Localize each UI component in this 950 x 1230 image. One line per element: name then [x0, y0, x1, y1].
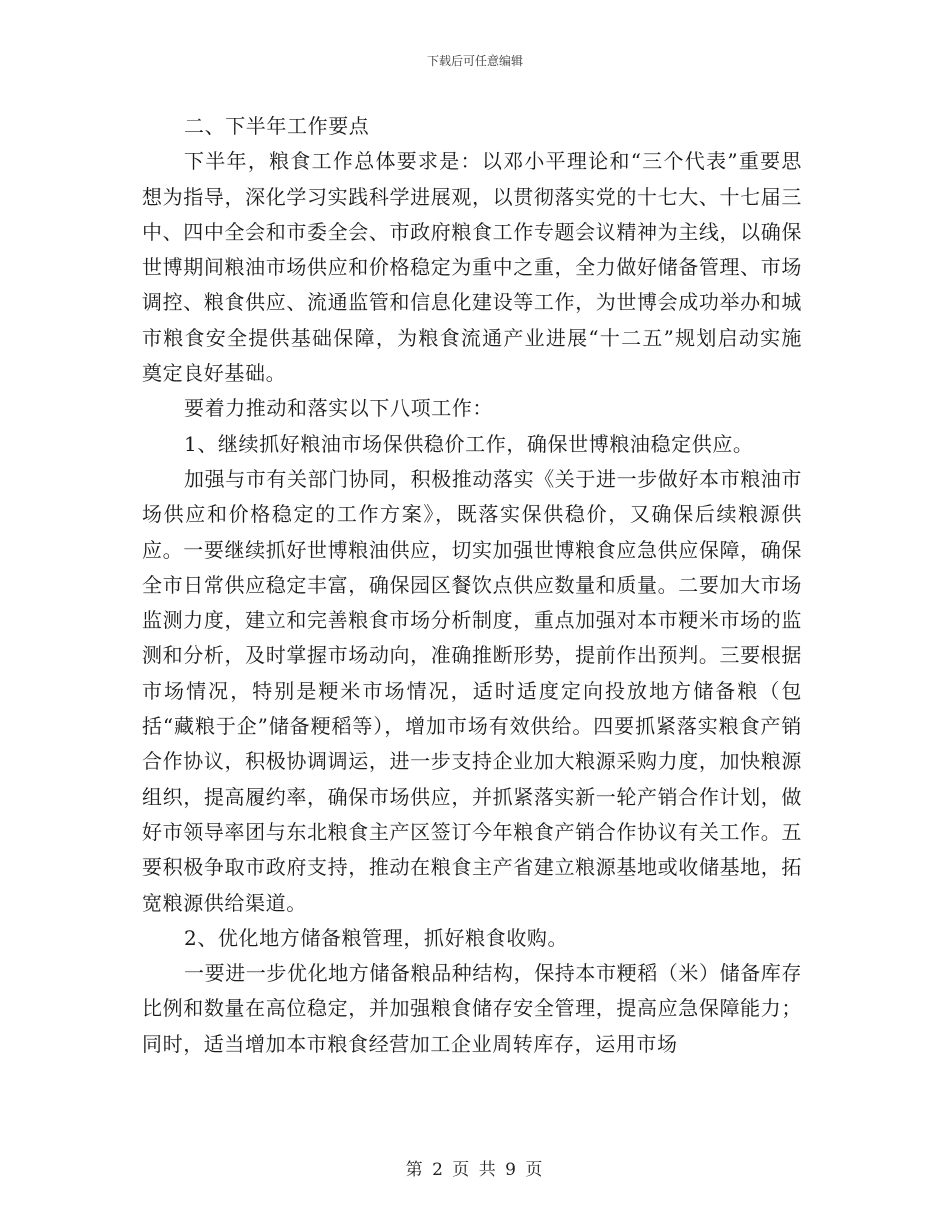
paragraph-eight-tasks-intro: 要着力推动和落实以下八项工作：	[184, 396, 493, 421]
paragraph-general-requirements: 下半年，粮食工作总体要求是：以邓小平理论和“三个代表”重要思想为指导，深化学习实践科学进展观，以贯彻落实党的十七大、十七届三中、四中全会和市委全会、市政府粮食工作专题会议精神为主线，以确保世博期间粮油市场供应和价格稳定为重中之重，全力做好储备管理、市场调控、粮食供应、流通监管和信息化建设等工作，为世博会成功举办和城市粮食安全提供基础保障，为粮食流通产业进展“十二五”规划启动实施奠定良好基础。	[142, 149, 802, 386]
paragraph-item-1-body: 加强与市有关部门协同，积极推动落实《关于进一步做好本市粮油市场供应和价格稳定的工作方案》，既落实保供稳价，又确保后续粮源供应。一要继续抓好世博粮油供应，切实加强世博粮食应急供应保障，确保全市日常供应稳定丰富，确保园区餐饮点供应数量和质量。二要加大市场监测力度，建立和完善粮食市场分析制度，重点加强对本市粳米市场的监测和分析，及时掌握市场动向，准确推断形势，提前作出预判。三要根据市场情况，特别是粳米市场情况，适时适度定向投放地方储备粮（包括“藏粮于企”储备粳稻等），增加市场有效供给。四要抓紧落实粮食产销合作协议，积极协调调运，进一步支持企业加大粮源采购力度，加快粮源组织，提高履约率，确保市场供应，并抓紧落实新一轮产销合作计划，做好市领导率团与东北粮食主产区签订今年粮食产销合作协议有关工作。五要积极争取市政府支持，推动在粮食主产省建立粮源基地或收储基地，拓宽粮源供给渠道。	[142, 466, 802, 915]
section-heading: 二、下半年工作要点	[184, 114, 370, 138]
page-number: 第 2 页 共 9 页	[405, 1160, 545, 1180]
header-note: 下载后可任意编辑	[426, 54, 523, 68]
paragraph-item-2-body: 一要进一步优化地方储备粮品种结构，保持本市粳稻（米）储备库存比例和数量在高位稳定，并加强粮食储存安全管理，提高应急保障能力；同时，适当增加本市粮食经营加工企业周转库存，运用市场	[142, 961, 802, 1056]
document-body	[142, 109, 802, 1062]
item-heading-1: 1、继续抓好粮油市场保供稳价工作，确保世博粮油稳定供应。	[184, 431, 754, 456]
item-heading-2: 2、优化地方储备粮管理，抓好粮食收购。	[184, 925, 569, 950]
